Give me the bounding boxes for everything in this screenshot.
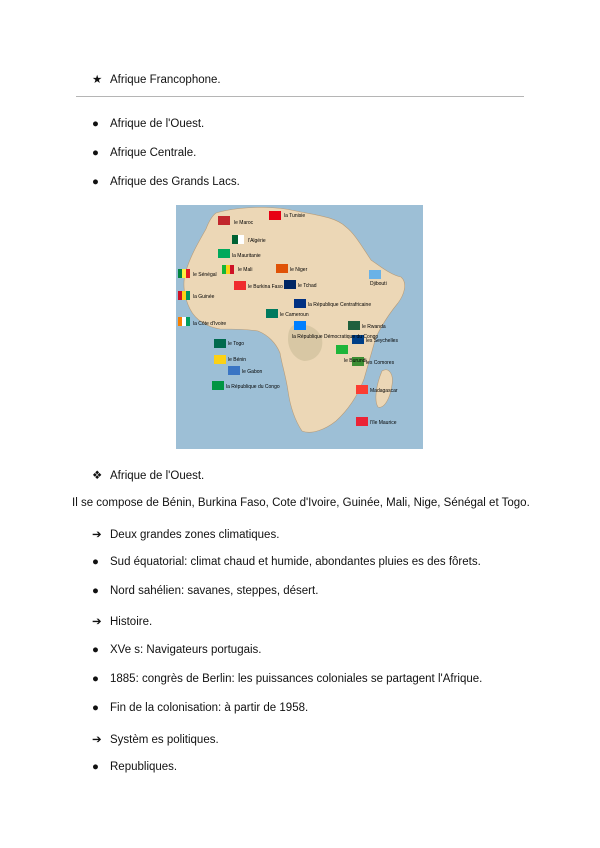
flag-burundi	[336, 345, 348, 354]
bullet-icon: ●	[92, 176, 99, 188]
country-label: les Comores	[366, 360, 395, 366]
country-label: la Mauritanie	[232, 253, 261, 259]
list-item	[92, 556, 481, 568]
flag-benin	[214, 355, 226, 364]
arrow-bullet-icon: ➔	[92, 616, 102, 628]
flag-niger	[276, 264, 288, 273]
flag-car	[294, 299, 306, 308]
country-label: l'Algérie	[248, 238, 266, 244]
country-label: le Togo	[228, 341, 245, 347]
bullet-icon: ●	[92, 147, 99, 159]
header-item	[92, 72, 221, 86]
flag-rwanda	[348, 321, 360, 330]
flag-cameroon	[266, 309, 278, 318]
country-label: la Guinée	[193, 294, 215, 300]
list-item	[92, 702, 308, 714]
flag-senegal	[186, 269, 190, 278]
list-item	[92, 644, 262, 656]
country-label: le Mali	[238, 267, 253, 273]
list-item	[92, 732, 219, 746]
list-item	[92, 761, 177, 773]
horizontal-divider	[76, 96, 524, 97]
country-label: le Tchad	[298, 283, 317, 289]
country-label: l'île Maurice	[370, 420, 397, 426]
bullet-icon: ●	[92, 673, 99, 685]
list-item	[92, 585, 318, 597]
list-item-text: Nord sahélien: savanes, steppes, désert.	[110, 585, 319, 597]
flag-cote-divoire	[186, 317, 190, 326]
country-label: la Tunisie	[284, 213, 306, 219]
country-label: le Niger	[290, 267, 308, 273]
list-item-text: XVe s: Navigateurs portugais.	[110, 644, 262, 656]
flag-drc	[294, 321, 306, 330]
country-label: le Maroc	[234, 220, 254, 226]
flag-mauritius	[356, 417, 368, 426]
country-label: la Côte d'Ivoire	[193, 321, 227, 327]
bullet-icon: ●	[92, 556, 99, 568]
intro-paragraph: Il se compose de Bénin, Burkina Faso, Cote d'Ivoire, Guinée, Mali, Nige, Sénégal et Togo.	[72, 497, 530, 509]
bullet-icon: ●	[92, 118, 99, 130]
bullet-icon: ●	[92, 585, 99, 597]
arrow-bullet-icon: ➔	[92, 734, 102, 746]
list-item	[92, 527, 279, 541]
country-label: la République Centrafricaine	[308, 302, 372, 308]
bullet-icon: ●	[92, 644, 99, 656]
flag-mali	[230, 265, 234, 274]
bullet-icon: ●	[92, 761, 99, 773]
list-item	[92, 614, 152, 628]
list-item	[92, 673, 482, 685]
diamond-bullet-icon: ❖	[92, 470, 103, 482]
list-item	[92, 176, 240, 188]
flag-mali	[222, 265, 226, 274]
list-item-text: Afrique Centrale.	[110, 147, 197, 159]
section-heading	[92, 468, 204, 482]
flag-algeria	[232, 235, 238, 244]
arrow-bullet-icon: ➔	[92, 529, 102, 541]
flag-togo	[214, 339, 226, 348]
list-item-text: Fin de la colonisation: à partir de 1958.	[110, 702, 309, 714]
flag-cote-divoire	[178, 317, 182, 326]
flag-burkina-faso	[234, 281, 246, 290]
africa-map	[176, 205, 423, 449]
flag-madagascar	[356, 385, 368, 394]
header-text: Afrique Francophone.	[110, 74, 221, 86]
country-label: le Burundi	[344, 358, 367, 364]
flag-morocco	[218, 216, 230, 225]
flag-gabon	[228, 366, 240, 375]
country-label: le Gabon	[242, 369, 263, 375]
country-label: Madagascar	[370, 388, 398, 394]
star-icon: ★	[92, 74, 103, 86]
flag-guinea	[178, 291, 182, 300]
flag-guinea	[182, 291, 186, 300]
list-item-text: Sud équatorial: climat chaud et humide, abondantes pluies es des fôrets.	[110, 556, 481, 568]
country-label: la République du Congo	[226, 384, 280, 390]
country-label: le Sénégal	[193, 272, 217, 278]
flag-chad	[284, 280, 296, 289]
country-label: Djibouti	[370, 281, 387, 287]
list-item-text: Histoire.	[110, 616, 153, 628]
list-item-text: Afrique des Grands Lacs.	[110, 176, 240, 188]
country-label: le Cameroun	[280, 312, 309, 318]
list-item-text: Afrique de l'Ouest.	[110, 118, 205, 130]
list-item-text: 1885: congrès de Berlin: les puissances coloniales se partagent l'Afrique.	[110, 673, 483, 685]
flag-congo	[212, 381, 224, 390]
country-label: le Rwanda	[362, 324, 386, 330]
flag-mauritania	[218, 249, 230, 258]
list-item-text: Republiques.	[110, 761, 178, 773]
list-item-text: Deux grandes zones climatiques.	[110, 529, 280, 541]
flag-djibouti	[369, 270, 381, 279]
bullet-icon: ●	[92, 702, 99, 714]
list-item	[92, 147, 196, 159]
section-heading-text: Afrique de l'Ouest.	[110, 470, 205, 482]
country-label: le Burkina Faso	[248, 284, 283, 290]
flag-tunisia	[269, 211, 281, 220]
flag-algeria	[238, 235, 244, 244]
flag-senegal	[178, 269, 182, 278]
list-item	[92, 118, 204, 130]
country-label: le Bénin	[228, 357, 247, 363]
country-label: la République Démocratique du Congo	[292, 334, 379, 340]
flag-mali	[226, 265, 230, 274]
flag-cote-divoire	[182, 317, 186, 326]
flag-senegal	[182, 269, 186, 278]
list-item-text: Systèm es politiques.	[110, 734, 219, 746]
flag-guinea	[186, 291, 190, 300]
country-label: les Seychelles	[366, 338, 398, 344]
